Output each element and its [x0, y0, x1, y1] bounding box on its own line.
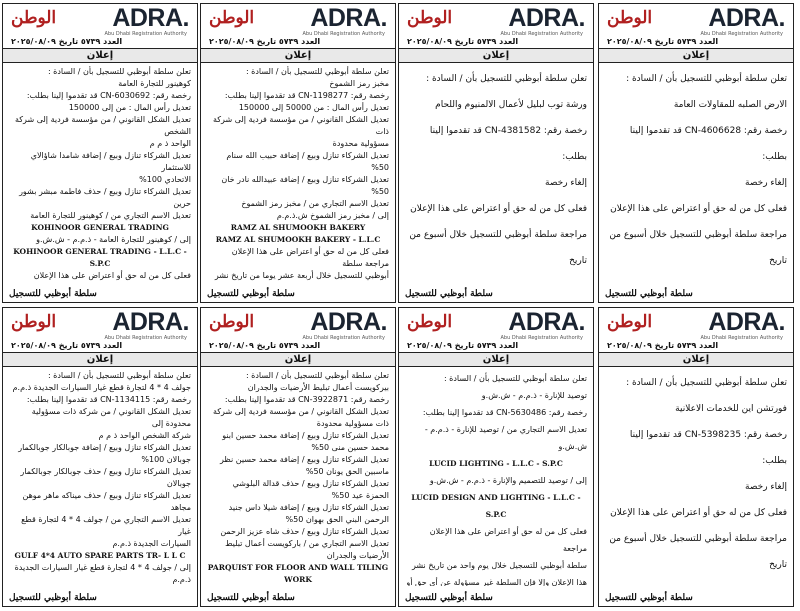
notice-line: بيركويست أعمال تبليط الأرضيات والجدران	[247, 383, 389, 392]
issue-date: العدد ٥٧٣٩ تاريخ ٢٠٢٥/٠٨/٠٩	[11, 341, 123, 350]
newspaper-logo: الوطن	[607, 312, 653, 332]
newspaper-logo: الوطن	[607, 8, 653, 28]
notice-line: إلى / توصيد للتصميم والإنارة - ذ.م.م - ش.ش.و	[429, 476, 587, 485]
notice-line: فعلى كل من له حق أو اعتراض على هذا الإعلان	[610, 508, 787, 518]
adra-logo: ADRA.	[112, 4, 189, 32]
notice-line: فعلى كل من له حق أو اعتراض على هذا الإعلان	[33, 271, 191, 280]
notice-line: GULF 4*4 AUTO SPARE PARTS TR- L L C	[14, 551, 186, 560]
adra-logo: ADRA.	[310, 4, 387, 32]
notice-line: تعديل الاسم التجاري من / باركويست أعمال تبليط الأرضيات والجدران	[225, 539, 389, 560]
notice-line: رخصة رقم: CN-5630486 قد تقدموا إلينا بطلب:	[422, 408, 587, 417]
notice-line: سلطة أبوظبي للتسجيل خلال يوم واحد من تاريخ نشر	[412, 561, 587, 570]
notice-line: مخبز رمز الشموخ	[329, 79, 389, 88]
notice-line: رخصة رقم: CN-1134115 قد تقدموا إلينا بطلب:	[26, 395, 191, 404]
notice-card	[2, 3, 198, 303]
adra-logo: ADRA.	[508, 308, 585, 336]
notice-card	[598, 307, 794, 607]
adra-logo-subtitle: Abu Dhabi Registration Authority	[700, 31, 783, 37]
notice-line: تعديل الشركاء تنازل وبيع / حذف فاطمة مبشر بشور حرين	[19, 187, 191, 208]
notice-card	[2, 307, 198, 607]
newspaper-logo: الوطن	[407, 312, 453, 332]
newspaper-logo: الوطن	[11, 8, 57, 28]
notice-line: تعديل الاسم التجاري من / جولف 4 * 4 لتجارة قطع غيار	[21, 515, 191, 536]
notice-title: إعلان	[599, 48, 793, 63]
notice-line: رخصة رقم: CN-4381582 قد تقدموا إلينا بطلب:	[429, 126, 587, 162]
notice-line: تعديل الشركاء تنازل وبيع / حذف ميناكه ماهر موهن مجاهد	[22, 491, 191, 512]
notice-header	[201, 308, 395, 341]
notice-line: RAMZ AL SHUMOOKH BAKERY	[230, 223, 366, 232]
notice-line: تعلن سلطة أبوظبي للتسجيل بأن / السادة :	[245, 67, 389, 76]
notice-line: تعديل الشكل القانوني / من مؤسسة فردية إلى شركة ذات	[212, 115, 389, 136]
notice-line: تعلن سلطة أبوظبي للتسجيل بأن / السادة :	[47, 371, 191, 380]
notice-header	[399, 308, 593, 341]
notice-line: إلغاء رخصة	[545, 178, 587, 188]
notice-line: تعديل الشركاء تنازل وبيع / إضافة شامدا شاؤالاي للاستثمار	[30, 151, 191, 172]
notice-line: إلى / كوهينور للتجارة العامة - ذ.م.م - ش.ش.و	[36, 235, 191, 244]
notice-line: تعلن سلطة أبوظبي للتسجيل بأن / السادة :	[626, 74, 787, 84]
adra-logo-subtitle: Abu Dhabi Registration Authority	[302, 335, 385, 341]
notice-line: رخصة رقم: CN-5398235 قد تقدموا إلينا بطلب:	[629, 430, 787, 466]
notice-line: مسؤولية محدودة	[332, 139, 389, 148]
notice-body	[405, 66, 587, 282]
notice-line: الاتحادي 100%	[139, 175, 191, 184]
notice-line: هذا الإعلان وإلا فإن السلطة غير مسؤولة عن أي حق أو	[406, 578, 587, 586]
notice-line: تعلن سلطة أبوظبي للتسجيل بأن / السادة :	[47, 67, 191, 76]
notice-card	[200, 307, 396, 607]
notice-card	[398, 307, 594, 607]
notice-line: رخصة رقم: CN-1198277 قد تقدموا إلينا بطلب:	[224, 91, 389, 100]
notice-body	[9, 370, 191, 586]
notice-line: فعلى كل من له حق أو اعتراض على هذا الإعلان مراجعة سلطة	[231, 247, 389, 268]
notice-footer: سلطة أبوظبي للتسجيل	[207, 289, 295, 299]
notice-line: تعديل الاسم التجاري من / مخبز رمز الشموخ	[241, 199, 389, 208]
notice-line: رخصة رقم: CN-6030692 قد تقدموا إلينا بطلب:	[26, 91, 191, 100]
notice-footer: سلطة أبوظبي للتسجيل	[405, 289, 493, 299]
adra-logo: ADRA.	[708, 4, 785, 32]
notice-line: تعديل رأس المال : من إلى 150000	[68, 103, 191, 112]
notice-line: مراجعة سلطة أبوظبي للتسجيل خلال أسبوع من تاريخ	[409, 230, 587, 266]
adra-logo-subtitle: Abu Dhabi Registration Authority	[700, 335, 783, 341]
issue-date: العدد ٥٧٣٩ تاريخ ٢٠٢٥/٠٨/٠٩	[209, 37, 321, 46]
adra-logo: ADRA.	[112, 308, 189, 336]
notice-title: إعلان	[599, 352, 793, 367]
notice-line: مراجعة سلطة أبوظبي للتسجيل خلال أسبوع من تاريخ	[609, 534, 787, 570]
notice-title: إعلان	[399, 48, 593, 63]
notice-line: إلغاء رخصة	[745, 482, 787, 492]
notice-card	[398, 3, 594, 303]
notice-line: KOHINOOR GENERAL TRADING - L.L.C - S.P.C	[13, 247, 187, 268]
notice-title: إعلان	[201, 48, 395, 63]
notice-footer: سلطة أبوظبي للتسجيل	[9, 593, 97, 603]
notice-line: تعديل الشركاء تنازل وبيع / إضافة عبيدالله نادر خان 50%	[221, 175, 389, 196]
notice-line: RAMZ AL SHUMOOKH BAKERY - L.L.C	[215, 235, 381, 244]
notice-header	[201, 4, 395, 37]
notice-title: إعلان	[399, 352, 593, 367]
notice-body	[207, 66, 389, 282]
issue-date: العدد ٥٧٣٩ تاريخ ٢٠٢٥/٠٨/٠٩	[607, 37, 719, 46]
adra-logo-subtitle: Abu Dhabi Registration Authority	[302, 31, 385, 37]
notice-line: فعلى كل من له حق أو اعتراض على هذا الإعلان مراجعة	[429, 527, 587, 553]
notice-line: إلى / مخبز رمز الشموخ ش.ذ.م.م	[276, 211, 389, 220]
issue-date: العدد ٥٧٣٩ تاريخ ٢٠٢٥/٠٨/٠٩	[209, 341, 321, 350]
notice-line: توصيد للإنارة - ذ.م.م - ش.ش.و	[481, 391, 587, 400]
issue-date: العدد ٥٧٣٩ تاريخ ٢٠٢٥/٠٨/٠٩	[11, 37, 123, 46]
notice-line	[605, 578, 787, 586]
notice-header	[599, 4, 793, 37]
notice-title: إعلان	[3, 48, 197, 63]
notice-footer: سلطة أبوظبي للتسجيل	[207, 593, 295, 603]
notice-line: تعديل الشركاء تنازل وبيع / إضافة شيلا داس جنيد الرحمن البني الحق بهوان 50%	[228, 503, 389, 524]
notice-line: تعديل الشركاء تنازل وبيع / إضافة جوبالكار جوبالكمار جوبالان 100%	[18, 443, 191, 464]
notice-header	[599, 308, 793, 341]
notice-title: إعلان	[201, 352, 395, 367]
notice-footer: سلطة أبوظبي للتسجيل	[9, 289, 97, 299]
notice-line: تعديل رأس المال : من 50000 إلى 150000	[238, 103, 389, 112]
notice-body	[605, 66, 787, 282]
notice-line: تعديل الشكل القانوني / من مؤسسة فردية إلى شركة ذات مسؤولية محدودة	[212, 407, 389, 428]
notice-line: إلغاء رخصة	[745, 178, 787, 188]
notice-line: LUCID LIGHTING - L.L.C - S.P.C	[429, 459, 563, 468]
notice-line: إلى / جولف 4 * 4 لتجارة قطع غيار السيارات الجديدة ذ.م.م	[14, 563, 191, 584]
newspaper-logo: الوطن	[407, 8, 453, 28]
notice-line: تعلن سلطة أبوظبي للتسجيل بأن / السادة :	[245, 371, 389, 380]
notice-footer: سلطة أبوظبي للتسجيل	[605, 593, 693, 603]
newspaper-logo: الوطن	[209, 312, 255, 332]
notice-body	[9, 66, 191, 282]
notice-header	[399, 4, 593, 37]
notice-line: تعديل الاسم التجاري من / توصيد للإنارة - ذ.م.م - ش.ش.و	[424, 425, 587, 451]
notice-line	[605, 274, 787, 282]
notice-line: فورتشن اين للخدمات الاعلانية	[675, 404, 787, 414]
notice-line: كوهينور للتجارة العامة	[118, 79, 191, 88]
notice-line: فعلى كل من له حق أو اعتراض على هذا الإعلان	[410, 204, 587, 214]
issue-date: العدد ٥٧٣٩ تاريخ ٢٠٢٥/٠٨/٠٩	[407, 37, 519, 46]
notice-line: تعلن سلطة أبوظبي للتسجيل بأن / السادة :	[426, 74, 587, 84]
newspaper-logo: الوطن	[11, 312, 57, 332]
notice-line: تعديل الاسم التجاري من / كوهينور للتجارة العامة	[30, 211, 191, 220]
notice-header	[3, 4, 197, 37]
adra-logo: ADRA.	[508, 4, 585, 32]
notice-line: تعلن سلطة أبوظبي للتسجيل بأن / السادة :	[443, 374, 587, 383]
notice-line: مراجعة سلطة أبوظبي للتسجيل خلال أسبوع من تاريخ	[609, 230, 787, 266]
notice-title: إعلان	[3, 352, 197, 367]
notice-line: LUCID DESIGN AND LIGHTING - L.L.C - S.P.C	[411, 493, 581, 519]
notice-body	[605, 370, 787, 586]
notice-line: تعديل الشركاء تنازل وبيع / حذف شاه عزيز الرحمن	[220, 527, 389, 536]
notice-card	[200, 3, 396, 303]
adra-logo-subtitle: Abu Dhabi Registration Authority	[500, 335, 583, 341]
notice-line: تعديل الشركاء تنازل وبيع / حذف جوبالكار جوبالكمار جوبالان	[20, 467, 191, 488]
notice-header	[3, 308, 197, 341]
notice-line	[405, 274, 587, 282]
notice-body	[405, 370, 587, 586]
notice-line: رخصة رقم: CN-3922871 قد تقدموا إلينا بطلب:	[224, 395, 389, 404]
notice-line: جولف 4 * 4 لتجارة قطع غيار السيارات الجديدة ذ.م.م	[12, 383, 191, 392]
issue-date: العدد ٥٧٣٩ تاريخ ٢٠٢٥/٠٨/٠٩	[607, 341, 719, 350]
notice-line: شركة الشخص الواحد ذ م م	[98, 431, 191, 440]
notice-footer: سلطة أبوظبي للتسجيل	[605, 289, 693, 299]
notice-line: تعديل الشركاء تنازل وبيع / إضافة محمد حسين نظر ماسبين الحق يونان 50%	[220, 455, 389, 476]
adra-logo: ADRA.	[310, 308, 387, 336]
notice-line: تعديل الشركاء تنازل وبيع / إضافة محمد حسين ابنو محمد حسين منى 50%	[222, 431, 389, 452]
notice-line: PARQUIST FOR FLOOR AND WALL TILING WORK	[207, 563, 389, 584]
adra-logo-subtitle: Abu Dhabi Registration Authority	[104, 335, 187, 341]
notice-line: أبوظبي للتسجيل خلال أربعة عشر يوما من تاريخ نشر	[214, 271, 389, 280]
issue-date: العدد ٥٧٣٩ تاريخ ٢٠٢٥/٠٨/٠٩	[407, 341, 519, 350]
notice-line: رخصة رقم: CN-4606628 قد تقدموا إلينا بطلب:	[629, 126, 787, 162]
notice-line: تعديل الشركاء تنازل وبيع / حذف قدالة البلوشي الحمزة عيد 50%	[232, 479, 389, 500]
notice-line: KOHINOOR GENERAL TRADING	[31, 223, 169, 232]
notice-line: تعديل الشكل القانوني / من شركة ذات مسؤولية محدودة إلى	[31, 407, 191, 428]
notice-line: تعديل الشركاء تنازل وبيع / إضافة حبيب الله سنام 50%	[226, 151, 389, 172]
notice-footer: سلطة أبوظبي للتسجيل	[405, 593, 493, 603]
adra-logo-subtitle: Abu Dhabi Registration Authority	[104, 31, 187, 37]
notice-line: تعلن سلطة أبوظبي للتسجيل بأن / السادة :	[626, 378, 787, 388]
notice-card	[598, 3, 794, 303]
notice-line: السيارات الجديدة ذ.م.م	[112, 539, 191, 548]
notice-body	[207, 370, 389, 586]
adra-logo: ADRA.	[708, 308, 785, 336]
newspaper-logo: الوطن	[209, 8, 255, 28]
adra-logo-subtitle: Abu Dhabi Registration Authority	[500, 31, 583, 37]
notice-line: فعلى كل من له حق أو اعتراض على هذا الإعلان	[610, 204, 787, 214]
notice-line: ورشة توب لبليل لأعمال الالمنيوم واللحام	[435, 100, 587, 110]
notice-line: الواحد ذ م م	[149, 139, 191, 148]
notice-line: تعديل الشكل القانوني / من مؤسسة فردية إلى شركة الشخص	[14, 115, 191, 136]
notice-line: الارض الصلبه للمقاولات العامة	[673, 100, 787, 110]
